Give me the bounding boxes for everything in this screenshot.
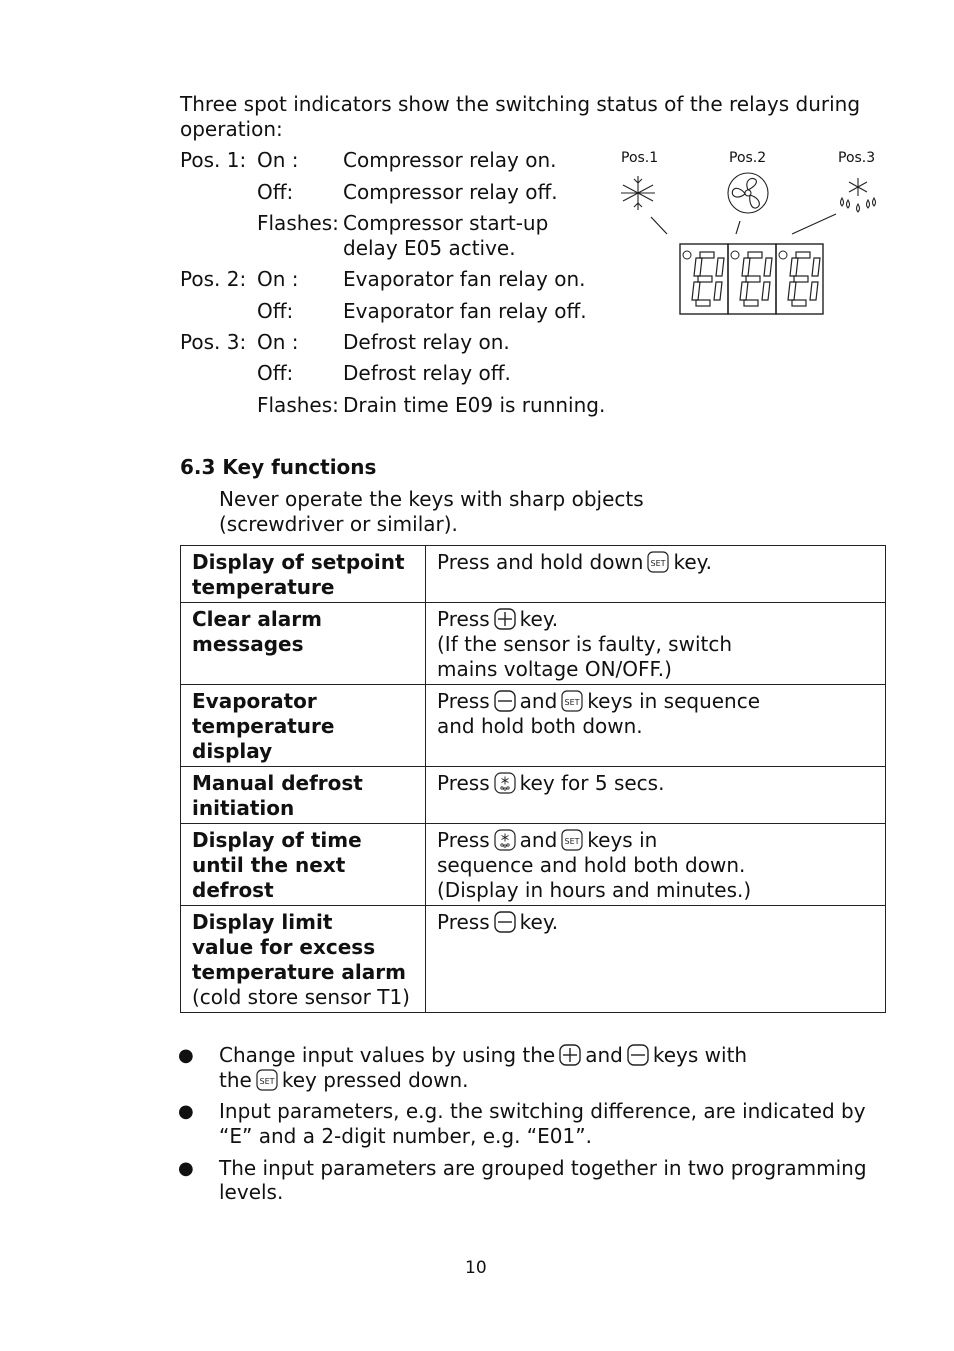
pos1-off-desc: Compressor relay off.: [343, 180, 558, 204]
fan-icon: [728, 173, 768, 213]
table-row: [181, 906, 886, 1013]
function-note: (cold store sensor T1): [192, 985, 410, 1009]
section-note-2: (screwdriver or similar).: [219, 512, 458, 536]
display-segment: [748, 252, 762, 258]
defrost-icon: [841, 178, 876, 212]
display-segment: [812, 258, 820, 276]
bullet-text: key pressed down.: [281, 1068, 469, 1092]
action-text: Press: [437, 910, 490, 934]
function-text: Manual defrost: [192, 771, 363, 795]
function-cell: [181, 767, 426, 824]
display-segment: [740, 282, 748, 300]
function-text: Evaporator: [192, 689, 317, 713]
action-text: key for 5 secs.: [519, 771, 665, 795]
pos3-off-label: Off:: [257, 361, 294, 385]
action-text: key.: [519, 910, 559, 934]
section-title: 6.3 Key functions: [180, 455, 377, 479]
display-segment: [762, 282, 770, 300]
pos3-on-label: On :: [257, 330, 299, 354]
action-text: key.: [673, 550, 712, 574]
spot-indicator-1: [683, 251, 691, 259]
function-text: value for excess: [192, 935, 376, 959]
table-row: [181, 546, 886, 603]
section-note-1: Never operate the keys with sharp objects: [219, 487, 644, 511]
pos1-flash-desc-1: Compressor start-up: [343, 211, 549, 235]
display-segment: [746, 276, 760, 282]
action-cell: [426, 824, 886, 906]
display-segment: [742, 258, 750, 276]
function-text: Display of time: [192, 828, 362, 852]
pos3-flash-label: Flashes:: [257, 393, 339, 417]
bullet-3-line-2: levels.: [219, 1180, 284, 1204]
key-functions-table: [180, 545, 886, 1013]
set-key-icon: [561, 829, 583, 851]
function-text: temperature: [192, 575, 335, 599]
function-text: messages: [192, 632, 304, 656]
bullet-2-line-2: “E” and a 2-digit number, e.g. “E01”.: [219, 1124, 592, 1148]
bullet-text: Change input values by using the: [219, 1043, 556, 1067]
seven-segment-display: [680, 244, 823, 314]
function-cell: [181, 824, 426, 906]
bullet-dot: ●: [178, 1101, 194, 1122]
spot-indicator-2: [731, 251, 739, 259]
action-text: Press: [437, 828, 490, 852]
defrost-key-icon: [494, 829, 516, 851]
action-text: Press: [437, 689, 490, 713]
pos2-caption: Pos.2: [729, 150, 767, 166]
bullet-text: and: [585, 1043, 623, 1067]
function-text: Clear alarm: [192, 607, 322, 631]
action-text: keys in: [587, 828, 658, 852]
plus-key-icon: [559, 1044, 581, 1066]
table-row: [181, 603, 886, 685]
minus-key-icon: [494, 690, 516, 712]
pos3-flash-desc: Drain time E09 is running.: [343, 393, 606, 417]
pos3-caption: Pos.3: [838, 150, 876, 166]
function-cell: [181, 906, 426, 1013]
action-text: keys in sequence: [587, 689, 761, 713]
display-segment: [692, 282, 700, 300]
action-cell: [426, 603, 886, 685]
display-diagram: [610, 168, 890, 318]
function-text: initiation: [192, 796, 295, 820]
pos2-label: Pos. 2:: [180, 267, 247, 291]
pos3-label: Pos. 3:: [180, 330, 247, 354]
action-cell: [426, 906, 886, 1013]
display-segment: [744, 300, 758, 306]
pos3-on-desc: Defrost relay on.: [343, 330, 510, 354]
pos1-off-label: Off:: [257, 180, 294, 204]
pos2-off-label: Off:: [257, 299, 294, 323]
action-text: Press: [437, 771, 490, 795]
action-text: sequence and hold both down.: [437, 853, 746, 877]
function-text: temperature alarm: [192, 960, 406, 984]
function-text: display: [192, 739, 273, 763]
pos3-off-desc: Defrost relay off.: [343, 361, 511, 385]
intro-line-2: operation:: [180, 117, 283, 141]
action-text: key.: [519, 607, 559, 631]
table-row: [181, 824, 886, 906]
display-segment: [694, 258, 702, 276]
display-segment: [764, 258, 772, 276]
display-segment: [788, 282, 796, 300]
pos1-flash-label: Flashes:: [257, 211, 339, 235]
action-cell: [426, 546, 886, 603]
pos1-on-desc: Compressor relay on.: [343, 148, 557, 172]
table-row: [181, 767, 886, 824]
spot-indicator-3: [779, 251, 787, 259]
pos1-flash-desc-2: delay E05 active.: [343, 236, 516, 260]
display-segment: [696, 300, 710, 306]
function-cell: [181, 546, 426, 603]
set-key-icon: [647, 551, 669, 573]
display-segment: [790, 258, 798, 276]
action-text: and: [519, 689, 558, 713]
pos1-caption: Pos.1: [621, 150, 659, 166]
function-cell: [181, 603, 426, 685]
display-segment: [794, 276, 808, 282]
bullet-dot: ●: [178, 1045, 194, 1066]
display-segment: [810, 282, 818, 300]
pos1-on-label: On :: [257, 148, 299, 172]
action-text: Press: [437, 607, 490, 631]
function-text: Display of setpoint: [192, 550, 405, 574]
bullet-2-line-1: Input parameters, e.g. the switching difference, are indicated by: [219, 1099, 866, 1123]
display-segment: [792, 300, 806, 306]
action-text: and: [519, 828, 558, 852]
display-segment: [716, 258, 724, 276]
display-segment: [698, 276, 712, 282]
snowflake-icon: [621, 176, 655, 210]
function-text: Display limit: [192, 910, 333, 934]
pos2-on-desc: Evaporator fan relay on.: [343, 267, 586, 291]
bullet-3-line-1: The input parameters are grouped together in two programming: [219, 1156, 867, 1180]
display-segment: [714, 282, 722, 300]
table-row: [181, 685, 886, 767]
page-number: 10: [465, 1258, 487, 1278]
action-text: mains voltage ON/OFF.): [437, 657, 672, 681]
plus-key-icon: [494, 608, 516, 630]
function-text: until the next: [192, 853, 346, 877]
action-text: (Display in hours and minutes.): [437, 878, 752, 902]
bullet-1-line-1: [219, 1043, 747, 1068]
intro-line-1: Three spot indicators show the switching status of the relays during: [180, 92, 861, 116]
display-segment: [700, 252, 714, 258]
set-key-icon: [561, 690, 583, 712]
pos1-label: Pos. 1:: [180, 148, 247, 172]
action-cell: [426, 685, 886, 767]
defrost-key-icon: [494, 772, 516, 794]
minus-key-icon: [494, 911, 516, 933]
set-key-icon: [256, 1069, 278, 1091]
action-text: (If the sensor is faulty, switch: [437, 632, 733, 656]
pos2-on-label: On :: [257, 267, 299, 291]
display-segment: [796, 252, 810, 258]
bullet-1-line-2: [219, 1068, 469, 1093]
action-text: and hold both down.: [437, 714, 643, 738]
bullet-text: the: [219, 1068, 252, 1092]
pos2-off-desc: Evaporator fan relay off.: [343, 299, 587, 323]
bullet-dot: ●: [178, 1158, 194, 1179]
action-cell: [426, 767, 886, 824]
minus-key-icon: [627, 1044, 649, 1066]
function-text: temperature: [192, 714, 335, 738]
function-cell: [181, 685, 426, 767]
bullet-text: keys with: [652, 1043, 748, 1067]
function-text: defrost: [192, 878, 274, 902]
action-text: Press and hold down: [437, 550, 644, 574]
